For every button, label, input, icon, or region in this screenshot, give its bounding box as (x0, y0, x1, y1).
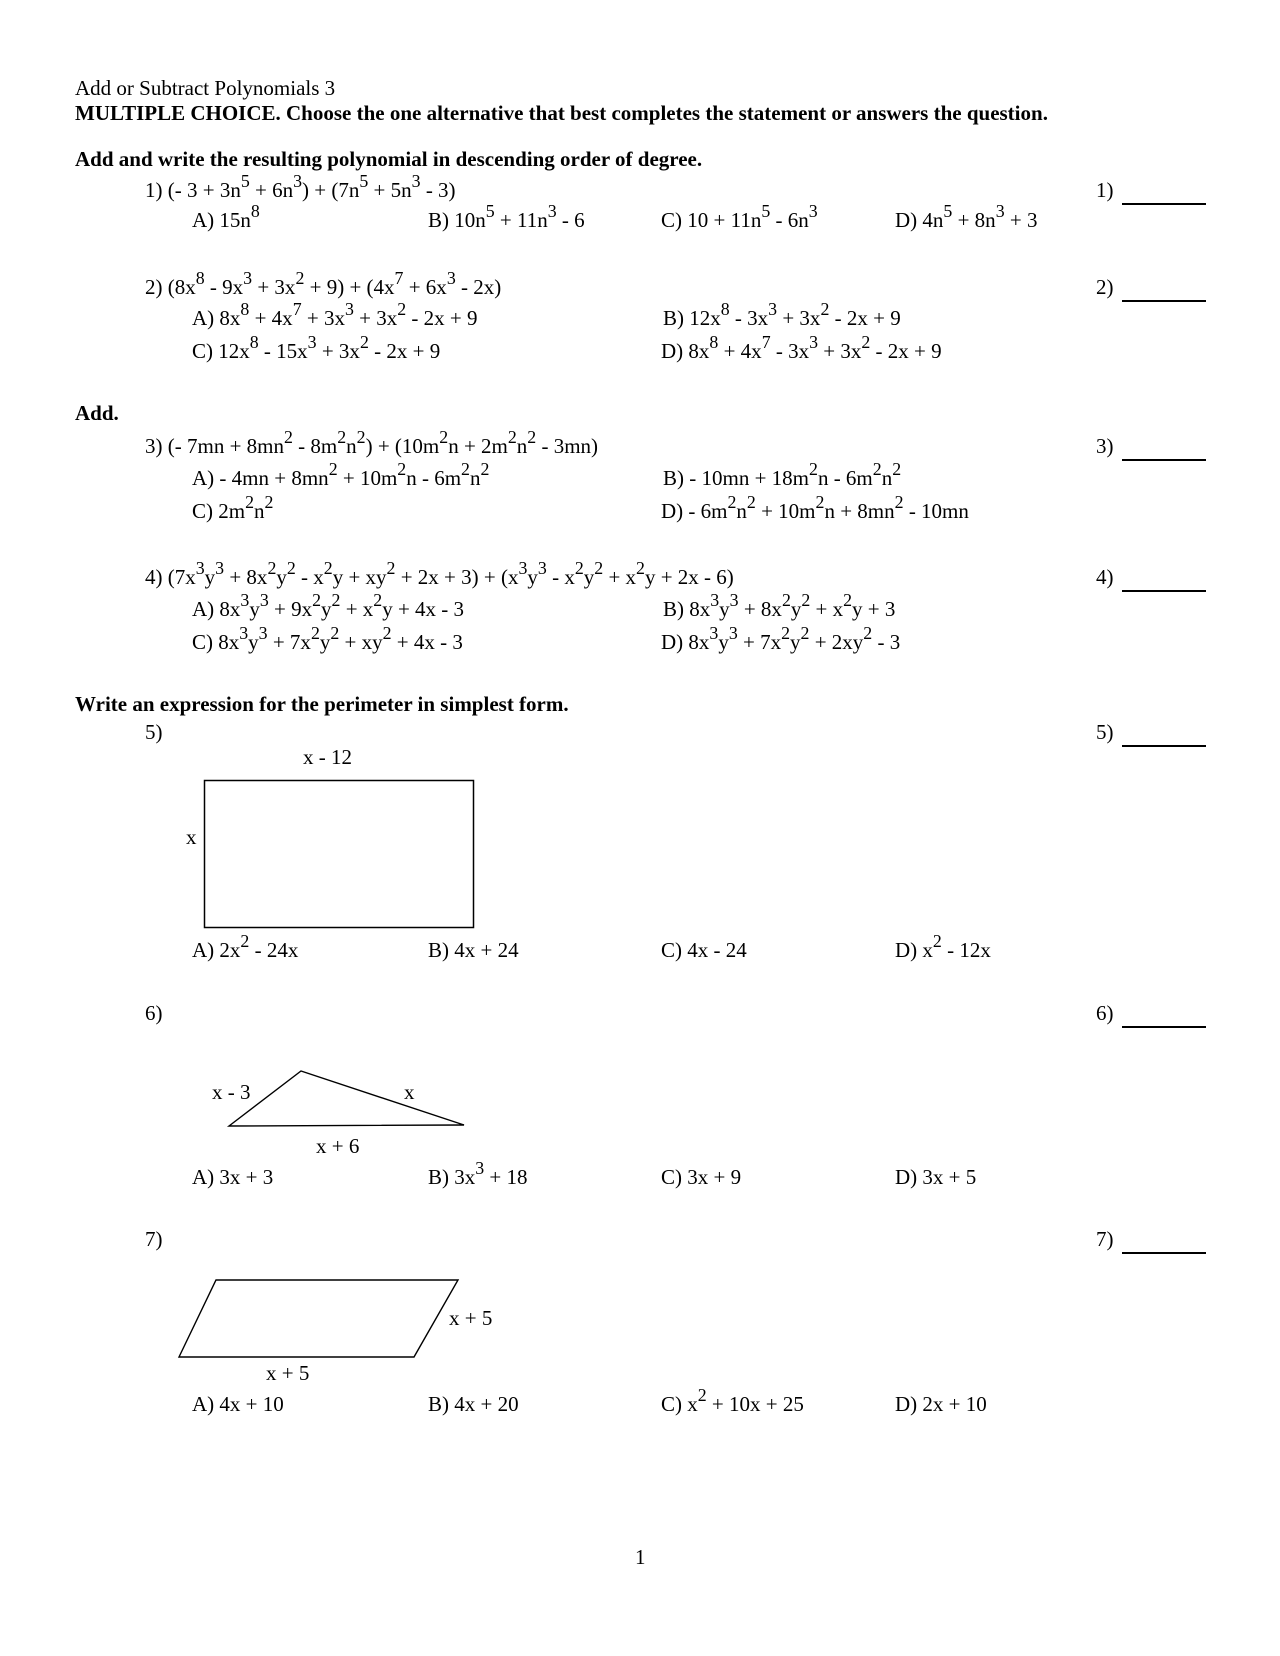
q7-option-a[interactable]: A) 4x + 10 (192, 1392, 284, 1416)
q3-option-b[interactable]: $B) - 10mn + 18m^2n - 6m^2n^2$ (663, 459, 902, 490)
question-3-number: 3) (145, 434, 163, 458)
question-2-number: 2) (145, 275, 163, 299)
q7-option-d[interactable]: D) 2x + 10 (895, 1392, 987, 1416)
triangle-left-label: x - 3 (212, 1080, 251, 1104)
q1-option-b[interactable]: B) $10n^5 + 11n^3 - 6$ (428, 201, 585, 232)
question-7-number: 7) (145, 1227, 163, 1251)
triangle-bottom-label: x + 6 (316, 1134, 360, 1158)
triangle-right-label: x (404, 1080, 415, 1104)
instructions: MULTIPLE CHOICE. Choose the one alternative that best completes the statement or answers the question. (75, 101, 1048, 125)
question-1-number: 1) (145, 178, 163, 202)
question-3-expression: (- $7mn + 8mn^2 - 8m^2n^2) + (10m^2n + 2m^2n^2 - 3mn)$ (167, 427, 599, 458)
q3-option-d[interactable]: $D) - 6m^2n^2 + 10m^2n + 8mn^2 - 10mn$ (661, 492, 969, 523)
section-heading-perimeter: Write an expression for the perimeter in simplest form. (75, 692, 569, 716)
answer-6-number: 6) (1096, 1001, 1114, 1025)
question-6-number: 6) (145, 1001, 163, 1025)
q2-option-d[interactable]: D) $8x^8 + 4x^7 - 3x^3 + 3x^2 - 2x + 9$ (661, 332, 942, 363)
q6-option-d[interactable]: D) 3x + 5 (895, 1165, 977, 1189)
question-4-number: 4) (145, 565, 163, 589)
question-4-expression: $(7x^3y^3 + 8x^2y^2 - x^2y + xy^2 + 2x + 3) + (x^3y^3 - x^2y^2 + x^2y + 2x - 6)$ (167, 558, 734, 589)
parallelogram-side-label: x + 5 (449, 1306, 493, 1330)
answer-7-number: 7) (1096, 1227, 1114, 1251)
page-number: 1 (635, 1545, 646, 1569)
answer-1-number: 1) (1096, 178, 1114, 202)
q4-option-c[interactable]: C) $8x^3y^3 + 7x^2y^2 + xy^2 + 4x - 3$ (192, 623, 463, 654)
section-heading-add: Add. (75, 401, 119, 425)
q5-option-d[interactable]: D) $x^2 - 12x$ (895, 931, 991, 962)
parallelogram-bottom-label: x + 5 (266, 1361, 310, 1385)
q5-option-b[interactable]: B) 4x + 24 (428, 938, 519, 962)
q1-option-c[interactable]: C) $10 + 11n^5 - 6n^3$ (661, 201, 818, 232)
answer-3-number: 3) (1096, 434, 1114, 458)
rectangle-left-label: x (186, 825, 197, 849)
question-1-expression: (- $3 + 3n^5 + 6n^3) + (7n^5 + 5n^3 - 3)$ (167, 171, 456, 202)
rectangle-top-label: x - 12 (303, 745, 352, 769)
q6-option-a[interactable]: A) 3x + 3 (192, 1165, 274, 1189)
q7-option-b[interactable]: B) 4x + 20 (428, 1392, 519, 1416)
q6-option-b[interactable]: B) $3x^3 + 18$ (428, 1158, 528, 1189)
section-heading-descending: Add and write the resulting polynomial in descending order of degree. (75, 147, 703, 171)
q5-option-c[interactable]: C) 4x - 24 (661, 938, 747, 962)
q4-option-a[interactable]: A) $8x^3y^3 + 9x^2y^2 + x^2y + 4x - 3$ (192, 590, 465, 621)
answer-4-number: 4) (1096, 565, 1114, 589)
q7-option-c[interactable]: C) $x^2 + 10x + 25$ (661, 1385, 804, 1416)
worksheet-title: Add or Subtract Polynomials 3 (75, 76, 336, 100)
q1-option-d[interactable]: D) $4n^5 + 8n^3 + 3$ (895, 201, 1038, 232)
q5-option-a[interactable]: A) $2x^2 - 24x$ (192, 931, 299, 962)
q1-option-a[interactable]: A) $15n^8$ (192, 201, 260, 232)
q2-option-b[interactable]: B) $12x^8 - 3x^3 + 3x^2 - 2x + 9$ (663, 299, 901, 330)
answer-2-number: 2) (1096, 275, 1114, 299)
q2-option-c[interactable]: C) $12x^8 - 15x^3 + 3x^2 - 2x + 9$ (192, 332, 441, 363)
q2-option-a[interactable]: A) $8x^8 + 4x^7 + 3x^3 + 3x^2 - 2x + 9$ (192, 299, 478, 330)
q4-option-b[interactable]: B) $8x^3y^3 + 8x^2y^2 + x^2y + 3$ (663, 590, 896, 621)
question-5-number: 5) (145, 720, 163, 744)
question-2-expression: $(8x^8 - 9x^3 + 3x^2 + 9) + (4x^7 + 6x^3 - 2x)$ (167, 268, 502, 299)
q3-option-c[interactable]: C) $2m^2n^2$ (192, 492, 274, 523)
q3-option-a[interactable]: $A) - 4mn + 8mn^2 + 10m^2n - 6m^2n^2$ (192, 459, 490, 490)
q4-option-d[interactable]: D) $8x^3y^3 + 7x^2y^2 + 2xy^2 - 3$ (661, 623, 901, 654)
parallelogram-shape (179, 1280, 458, 1357)
q6-option-c[interactable]: C) 3x + 9 (661, 1165, 742, 1189)
answer-5-number: 5) (1096, 720, 1114, 744)
